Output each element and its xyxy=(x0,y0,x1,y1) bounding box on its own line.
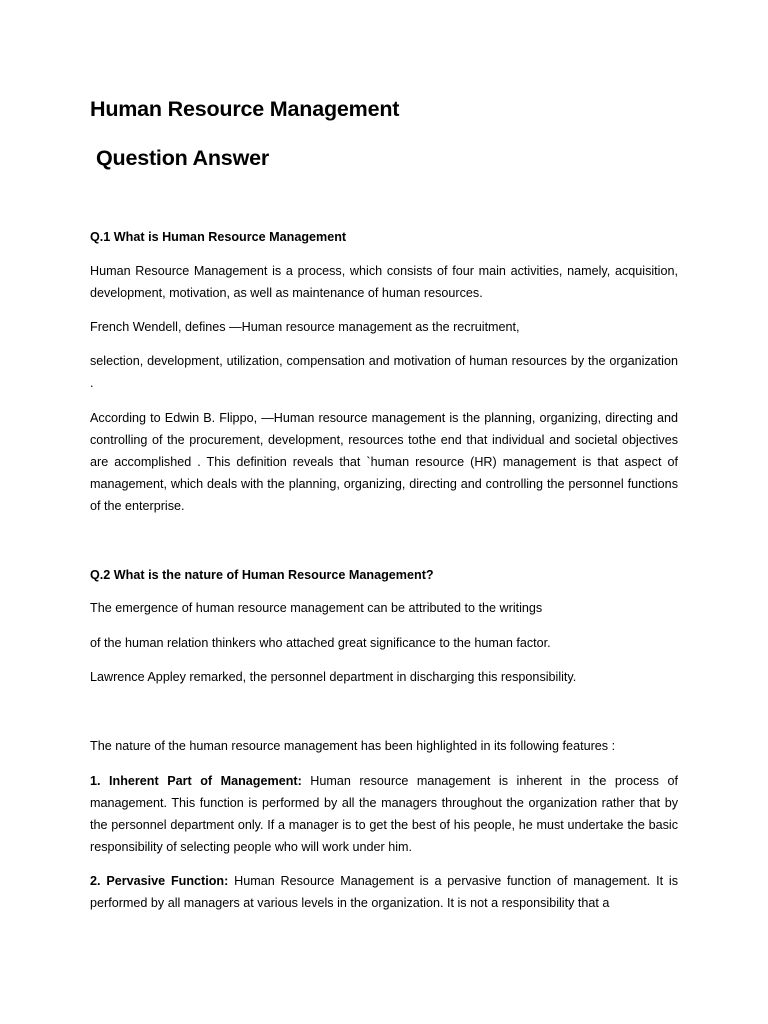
q1-paragraph-4: According to Edwin B. Flippo, ―Human resource management is the planning, organizing, directing and controlling of the procurement, development, resources tothe end that individual and societal objectives are accomplished . This definition reveals that `human resource (HR) management is that aspect of management, which deals with the planning, organizing, directing and controlling the personnel functions of the enterprise. xyxy=(90,411,678,513)
feature-2-text: Human Resource Management is a pervasive function of management. It is performed by all managers at various levels in the organization. It is not a responsibility that a xyxy=(90,874,678,910)
feature-2-paragraph xyxy=(90,870,678,914)
q1-paragraph-3: selection, development, utilization, compensation and motivation of human resources by the organization . xyxy=(90,354,678,390)
feature-1-text: Human resource management is inherent in the process of management. This function is performed by all the managers throughout the organization rather that by the personnel department only. If a manager is to get the best of his people, he must undertake the basic responsibility of selecting people who will work under him. xyxy=(90,774,678,854)
feature-1-paragraph xyxy=(90,770,678,858)
question-1-heading: Q.1 What is Human Resource Management xyxy=(90,230,347,244)
question-2-heading: Q.2 What is the nature of Human Resource Management? xyxy=(90,568,434,582)
document-subtitle: Question Answer xyxy=(96,146,270,170)
feature-2-heading: 2. Pervasive Function: xyxy=(90,874,229,888)
q1-paragraph-2: French Wendell, defines ―Human resource management as the recruitment, xyxy=(90,320,520,334)
q2-paragraph-2: of the human relation thinkers who attached great significance to the human factor. xyxy=(90,636,551,650)
feature-1-heading: 1. Inherent Part of Management: xyxy=(90,774,302,788)
q2-paragraph-3: Lawrence Appley remarked, the personnel department in discharging this responsibility. xyxy=(90,670,577,684)
q1-paragraph-1: Human Resource Management is a process, which consists of four main activities, namely, acquisition, development, motivation, as well as maintenance of human resources. xyxy=(90,264,678,300)
document-title: Human Resource Management xyxy=(90,97,400,121)
q2-paragraph-1: The emergence of human resource management can be attributed to the writings xyxy=(90,601,543,615)
q2-paragraph-4: The nature of the human resource management has been highlighted in its following features : xyxy=(90,739,616,753)
